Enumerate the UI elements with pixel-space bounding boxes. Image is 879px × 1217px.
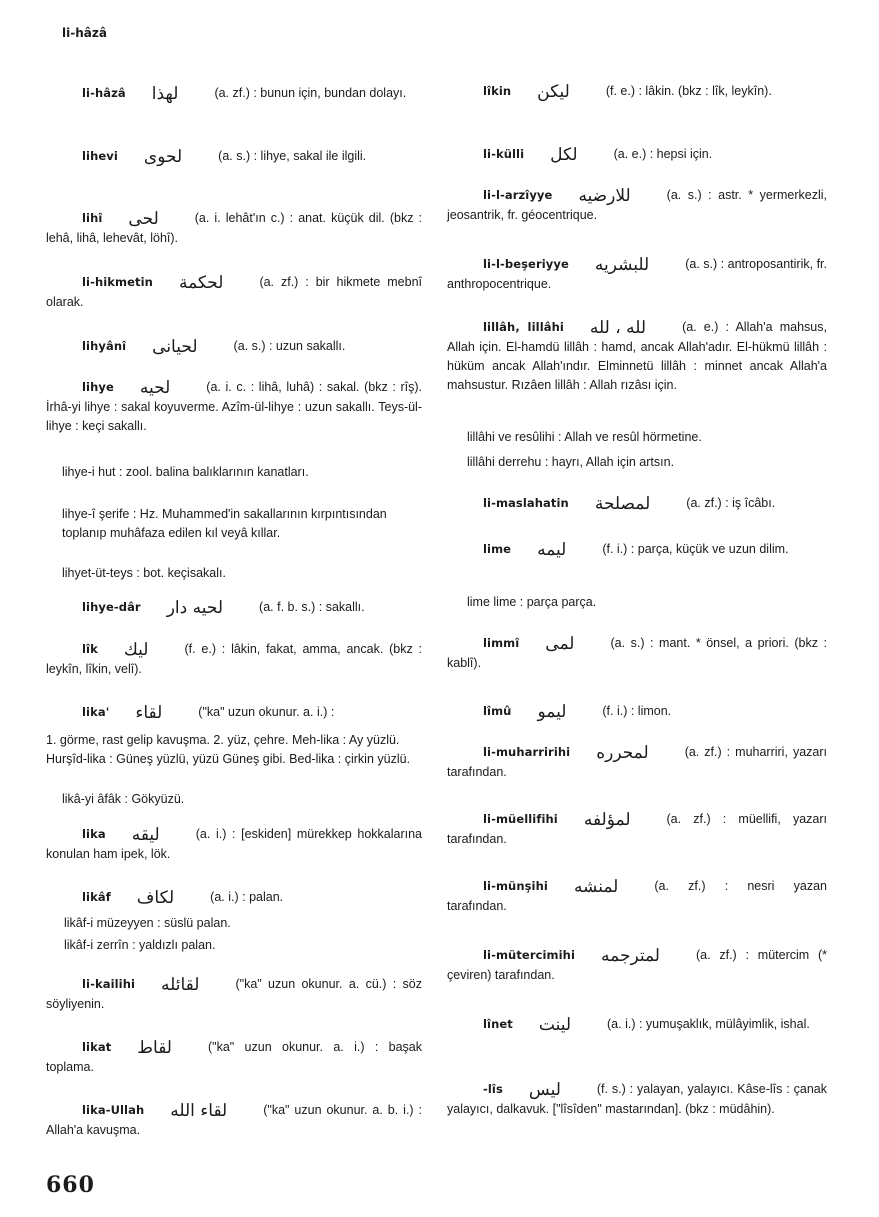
arabic-script: لحكمة <box>178 273 224 293</box>
entry <box>46 598 422 618</box>
definition: (a. i. c. : lihâ, luhâ) : sakal. (bkz : rîş). İrhâ-yi lihye : sakal koyuverme. Azîm-ül-lihye : uzun sakallı. Teys-ül-lihye : keçi sakallı. <box>46 380 422 433</box>
entry <box>46 147 422 167</box>
definition: (a. e.) : Allah'a mahsus, Allah için. El-hamdü lillâh : hamd, ancak Allah'adır. El-hükmü lillâh : hüküm ancak Allah'ındır. Elminnetü lillâh : minnet ancak Allah'a mahsustur. Rızâen lillâh : Allah rızâsı için. <box>447 320 827 392</box>
headword: likâf <box>82 890 111 904</box>
definition: (a. zf.) : mütercim (* çeviren) tarafından. <box>447 948 827 982</box>
entry <box>46 84 422 104</box>
arabic-script: لمؤلفه <box>583 810 631 830</box>
entry <box>447 540 827 560</box>
definition: (a. zf.) : nesri yazan tarafından. <box>447 879 827 913</box>
arabic-script: لمترجمه <box>601 946 660 966</box>
headword: li-hikmetin <box>82 275 153 289</box>
entry <box>447 1015 827 1035</box>
headword: likat <box>82 1040 112 1054</box>
definition: (a. s.) : antroposantirik, fr. anthropocentrique. <box>447 257 827 291</box>
definition: (a. zf.) : iş îcâbı. <box>686 496 776 510</box>
entry <box>447 634 827 673</box>
subentry: lime lime : parça parça. <box>467 595 597 609</box>
arabic-script: ليكن <box>537 82 570 102</box>
entry <box>46 378 422 436</box>
definition: ("ka" uzun okunur. a. cü.) : söz söyliyenin. <box>46 977 422 1011</box>
definition: (a. i.) : [eskiden] mürekkep hokkalarına konulan ham ipek, lök. <box>46 827 422 861</box>
headword: lika' <box>82 705 110 719</box>
arabic-script: لمنشه <box>573 877 619 897</box>
entry <box>447 877 827 916</box>
arabic-script: لمحرره <box>596 743 649 763</box>
definition: (a. zf.) : bir hikmete mebnî olarak. <box>46 275 422 309</box>
definition: (f. i.) : parça, küçük ve uzun dilim. <box>602 542 789 556</box>
entry <box>447 946 827 985</box>
headword: lihî <box>82 211 103 225</box>
entry <box>447 810 827 849</box>
definition: (a. s.) : lihye, sakal ile ilgili. <box>218 149 367 163</box>
headword: li-l-beşeriyye <box>483 257 569 271</box>
running-head: li-hâzâ <box>62 26 107 40</box>
arabic-script: ليك <box>123 640 149 660</box>
entry <box>46 825 422 864</box>
subentry: lillâhi ve resûlihi : Allah ve resûl hörmetine. <box>467 430 702 444</box>
definition: (a. s.) : mant. * önsel, a priori. (bkz : kablî). <box>447 636 827 670</box>
entry <box>447 702 827 722</box>
headword: li-hâzâ <box>82 86 126 100</box>
definition: (a. e.) : hepsi için. <box>613 147 713 161</box>
definition: ("ka" uzun okunur. a. i.) : <box>198 705 335 719</box>
arabic-script: لقاء الله <box>170 1101 228 1121</box>
arabic-script: لحيانى <box>152 337 198 357</box>
definition: (a. i.) : palan. <box>210 890 284 904</box>
definition: (f. i.) : limon. <box>602 704 672 718</box>
headword: lika <box>82 827 106 841</box>
definition: (a. i. lehât'ın c.) : anat. küçük dil. (bkz : lehâ, lihâ, lehevât, löhî). <box>46 211 422 245</box>
arabic-script: لقائله <box>161 975 200 995</box>
subentry: 1. görme, rast gelip kavuşma. 2. yüz, çehre. Meh-lika : Ay yüzlü. Hurşîd-lika : Güneş yüzlü, yüzü Güneş gibi. Bed-lika : çirkin yüzlü. <box>46 733 411 766</box>
entry <box>447 1080 827 1119</box>
arabic-script: لله ، لله <box>589 318 647 338</box>
entry <box>447 145 827 165</box>
headword: li-münşihi <box>483 879 548 893</box>
definition: ("ka" uzun okunur. a. b. i.) : Allah'a kavuşma. <box>46 1103 422 1137</box>
headword: lihyânî <box>82 339 127 353</box>
entry <box>46 273 422 312</box>
subentry: lihye-î şerife : Hz. Muhammed'in sakallarının kırpıntısından toplanıp muhâfaza edilen kıl veyâ kıllar. <box>62 507 387 540</box>
headword: li-maslahatin <box>483 496 569 510</box>
arabic-script: للبشريه <box>594 255 650 275</box>
headword: li-kailihi <box>82 977 136 991</box>
arabic-script: لحوى <box>143 147 183 167</box>
entry <box>447 743 827 782</box>
subentry: likâf-i müzeyyen : süslü palan. <box>64 916 231 930</box>
headword: li-muharririhi <box>483 745 571 759</box>
entry <box>46 888 422 908</box>
definition: (f. e.) : lâkin, fakat, amma, ancak. (bkz : leykîn, lîkin, velî). <box>46 642 422 676</box>
arabic-script: لمى <box>545 634 575 654</box>
subentry: likâ-yi âfâk : Gökyüzü. <box>62 792 185 806</box>
headword: li-külli <box>483 147 525 161</box>
arabic-script: لقاء <box>135 703 163 723</box>
arabic-script: للارضيه <box>578 186 631 206</box>
definition: (a. zf.) : bunun için, bundan dolayı. <box>214 86 407 100</box>
arabic-script: لمصلحة <box>594 494 651 514</box>
entry <box>46 209 422 248</box>
headword: li-l-arzîyye <box>483 188 553 202</box>
headword: lînet <box>483 1017 513 1031</box>
definition: (a. s.) : astr. * yermerkezli, jeosantrik, fr. géocentrique. <box>447 188 827 222</box>
entry <box>46 975 422 1014</box>
definition: (a. f. b. s.) : sakallı. <box>259 600 365 614</box>
definition: (f. s.) : yalayan, yalayıcı. Kâse-lîs : çanak yalayıcı, dalkavuk. ["lîsîden" mastarından]. (bkz : müdâhin). <box>447 1082 827 1116</box>
definition: (a. zf.) : müellifi, yazarı tarafından. <box>447 812 827 846</box>
subentry: likâf-i zerrîn : yaldızlı palan. <box>64 938 216 952</box>
entry <box>46 337 422 357</box>
definition: (a. s.) : uzun sakallı. <box>233 339 346 353</box>
headword: li-müellifihi <box>483 812 558 826</box>
definition: (a. zf.) : muharriri, yazarı tarafından. <box>447 745 827 779</box>
headword: lime <box>483 542 512 556</box>
entry <box>447 186 827 225</box>
definition: (f. e.) : lâkin. (bkz : lîk, leykîn). <box>605 84 772 98</box>
arabic-script: ليقه <box>131 825 160 845</box>
arabic-script: ليمو <box>537 702 567 722</box>
headword: lihye-dâr <box>82 600 141 614</box>
entry <box>447 318 827 395</box>
arabic-script: لينت <box>538 1015 572 1035</box>
arabic-script: لقاط <box>137 1038 172 1058</box>
subentry: lillâhi derrehu : hayrı, Allah için artsın. <box>467 455 675 469</box>
headword: lihevi <box>82 149 118 163</box>
arabic-script: لحى <box>128 209 159 229</box>
arabic-script: ليمه <box>537 540 567 560</box>
entry <box>447 255 827 294</box>
entry <box>46 1101 422 1140</box>
headword: lika-Ullah <box>82 1103 145 1117</box>
entry <box>447 82 827 102</box>
headword: lillâh, lillâhi <box>483 320 564 334</box>
headword: lîmû <box>483 704 512 718</box>
headword: lîkin <box>483 84 512 98</box>
headword: -lîs <box>483 1082 503 1096</box>
definition: ("ka" uzun okunur. a. i.) : başak toplama. <box>46 1040 422 1074</box>
entry <box>447 494 827 514</box>
subentry: lihyet-üt-teys : bot. keçisakalı. <box>62 566 226 580</box>
headword: lîk <box>82 642 98 656</box>
entry <box>46 1038 422 1077</box>
definition: (a. i.) : yumuşaklık, mülâyimlik, ishal. <box>607 1017 810 1031</box>
arabic-script: لكاف <box>136 888 175 908</box>
arabic-script: لحيه <box>139 378 171 398</box>
subentry: lihye-i hut : zool. balina balıklarının kanatları. <box>62 465 309 479</box>
arabic-script: لكل <box>550 145 578 165</box>
headword: limmî <box>483 636 520 650</box>
arabic-script: ليس <box>528 1080 561 1100</box>
entry <box>46 703 422 723</box>
entry <box>46 640 422 679</box>
page-number: 660 <box>46 1172 95 1198</box>
headword: lihye <box>82 380 114 394</box>
headword: li-mütercimihi <box>483 948 576 962</box>
arabic-script: لحيه دار <box>166 598 224 618</box>
arabic-script: لهذا <box>151 84 179 104</box>
